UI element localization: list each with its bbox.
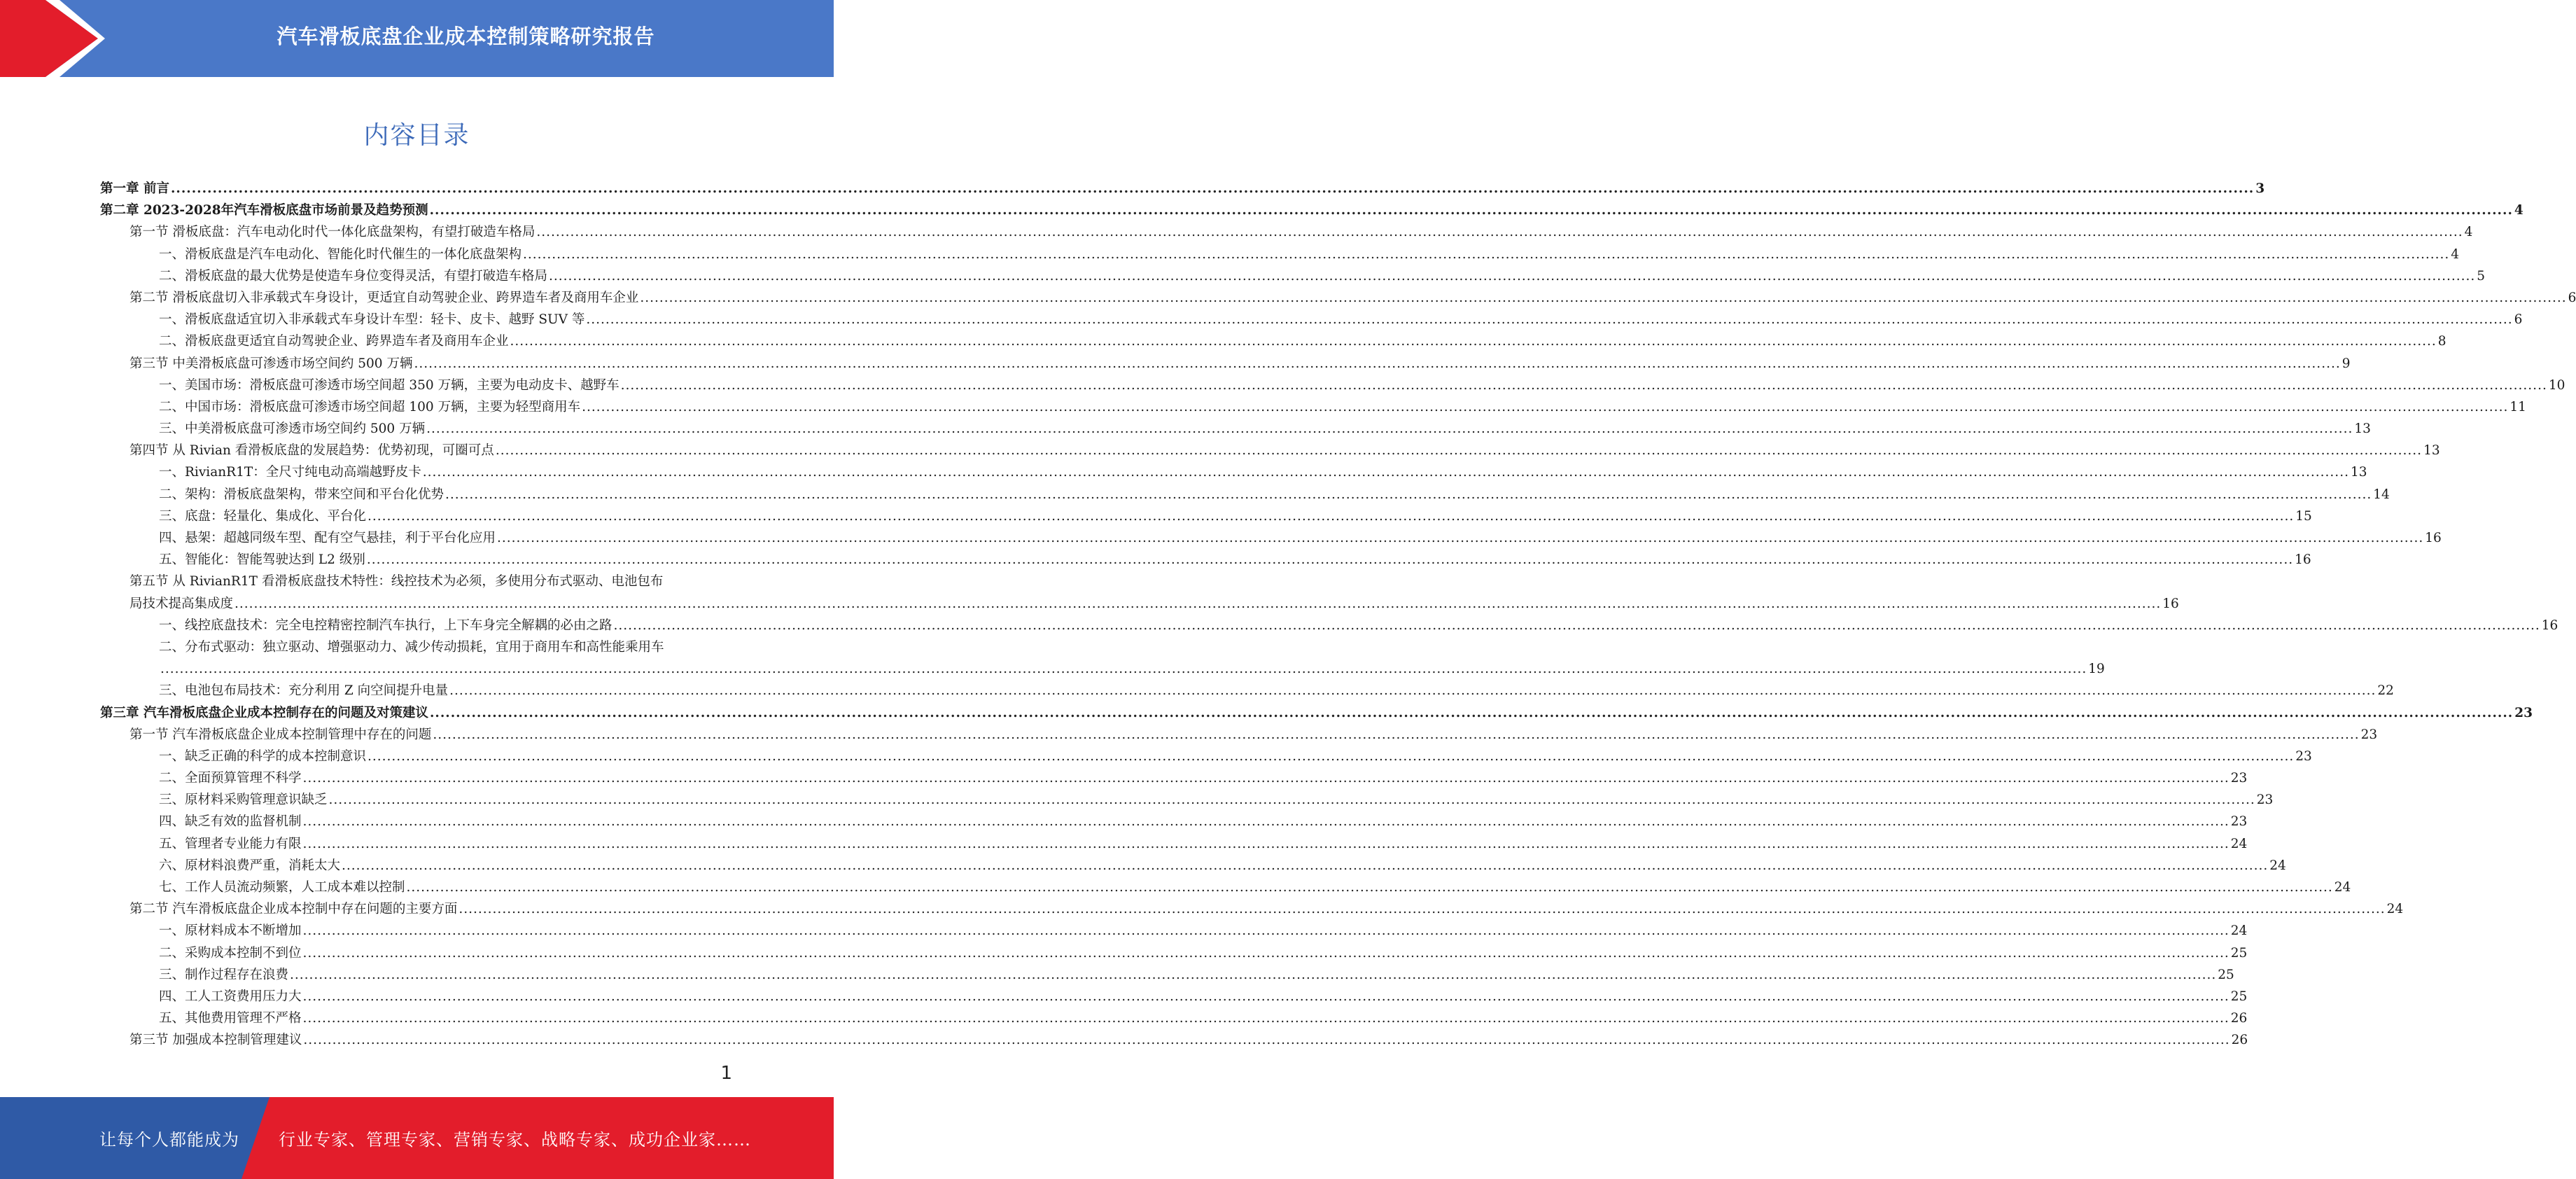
toc-entry-text-continued: 局技术提高集成度 — [130, 596, 234, 611]
toc-leader-dots: ................................................................................................................................................................................................................................................................................................................................................................................................................ — [613, 618, 2540, 633]
toc-entry-text: 四、悬架：超越同级车型、配有空气悬挂，利于平台化应用 — [159, 531, 496, 545]
toc-entry-text: 一、RivianR1T：全尺寸纯电动高端越野皮卡 — [159, 465, 421, 480]
toc-entry-text: 四、工人工资费用压力大 — [159, 989, 302, 1004]
toc-entry-text: 三、底盘：轻量化、集成化、平台化 — [159, 508, 367, 524]
toc-entry-page: 25 — [2230, 945, 2248, 961]
toc-entry[interactable] — [100, 375, 2566, 396]
toc-entry[interactable] — [100, 1007, 2248, 1029]
toc-entry-page: 5 — [2477, 268, 2486, 284]
toc-leader-dots: ................................................................................................................................................................................................................................................................................................................................................................................................................ — [582, 399, 2509, 414]
toc-entry-text: 第一章 前言 — [100, 181, 169, 196]
toc-entry[interactable] — [100, 789, 2274, 811]
toc-entry-text: 七、工作人员流动频繁，人工成本难以控制 — [159, 880, 405, 895]
toc-entry[interactable] — [100, 265, 2486, 287]
toc-entry-text: 第一节 滑板底盘：汽车电动化时代一体化底盘架构，有望打破造车格局 — [130, 225, 536, 240]
toc-entry-page: 10 — [2548, 377, 2566, 393]
toc-entry-continuation[interactable] — [100, 658, 2105, 680]
toc-leader-dots: ................................................................................................................................................................................................................................................................................................................................................................................................................ — [523, 246, 2450, 262]
toc-entry-text: 一、美国市场：滑板底盘可渗透市场空间超 350 万辆，主要为电动皮卡、越野车 — [159, 377, 620, 393]
toc-entry-page: 4 — [2464, 225, 2473, 240]
toc-entry-text: 第五节 从 RivianR1T 看滑板底盘技术特性：线控技术为必须，多使用分布式驱动、电池包布 — [130, 574, 664, 590]
toc-leader-dots: ................................................................................................................................................................................................................................................................................................................................................................................................................ — [406, 880, 2333, 895]
toc-entry[interactable] — [100, 964, 2234, 986]
toc-entry-page: 6 — [2568, 290, 2576, 305]
toc-entry-text: 第一节 汽车滑板底盘企业成本控制管理中存在的问题 — [130, 727, 432, 742]
toc-leader-dots: ................................................................................................................................................................................................................................................................................................................................................................................................................ — [429, 705, 2514, 720]
toc-entry[interactable] — [100, 178, 2265, 200]
toc-entry-text: 一、线控底盘技术：完全电控精密控制汽车执行，上下车身完全解耦的必由之路 — [159, 618, 612, 633]
toc-entry-text: 三、制作过程存在浪费 — [159, 967, 289, 982]
toc-entry-text: 第二节 滑板底盘切入非承载式车身设计，更适宜自动驾驶企业、跨界造车者及商用车企业 — [130, 290, 639, 305]
toc-entry[interactable] — [100, 942, 2248, 964]
toc-entry-text: 二、分布式驱动：独立驱动、增强驱动力、减少传动损耗，宜用于商用车和高性能乘用车 — [159, 639, 664, 655]
toc-entry-page: 13 — [2354, 421, 2371, 437]
toc-entry[interactable] — [100, 505, 2312, 527]
toc-entry-text: 三、原材料采购管理意识缺乏 — [159, 793, 328, 808]
toc-entry-page: 13 — [2423, 443, 2440, 459]
toc-entry-page: 4 — [2451, 246, 2460, 262]
toc-entry-text: 二、架构：滑板底盘架构，带来空间和平台化优势 — [159, 487, 444, 502]
toc-leader-dots: ................................................................................................................................................................................................................................................................................................................................................................................................................ — [302, 1011, 2230, 1026]
toc-entry-page: 24 — [2230, 923, 2248, 939]
toc-entry[interactable] — [100, 746, 2312, 767]
toc-leader-dots: ................................................................................................................................................................................................................................................................................................................................................................................................................ — [302, 923, 2230, 939]
toc-entry[interactable] — [100, 440, 2440, 461]
toc-entry-page: 11 — [2510, 399, 2526, 414]
toc-entry-text: 五、其他费用管理不严格 — [159, 1011, 302, 1026]
toc-entry-text: 第三节 加强成本控制管理建议 — [130, 1033, 302, 1048]
toc-entry-page: 19 — [2088, 662, 2105, 677]
toc-entry[interactable] — [100, 221, 2473, 243]
toc-leader-dots: ................................................................................................................................................................................................................................................................................................................................................................................................................ — [586, 312, 2513, 328]
toc-entry[interactable] — [100, 484, 2390, 505]
toc-entry-page: 3 — [2255, 181, 2265, 196]
footer-slogan-right: 行业专家、管理专家、营销专家、战略专家、成功企业家…… — [279, 1130, 751, 1150]
toc-leader-dots: ................................................................................................................................................................................................................................................................................................................................................................................................................ — [290, 967, 2217, 982]
toc-entry-page: 16 — [2425, 531, 2442, 545]
toc-entry-page: 26 — [2231, 1033, 2248, 1048]
toc-leader-dots: ................................................................................................................................................................................................................................................................................................................................................................................................................ — [234, 596, 2162, 611]
toc-entry[interactable] — [100, 767, 2248, 789]
toc-leader-dots: ................................................................................................................................................................................................................................................................................................................................................................................................................ — [497, 531, 2424, 545]
toc-heading: 内容目录 — [363, 121, 470, 150]
toc-entry-page: 15 — [2295, 508, 2312, 524]
toc-entry[interactable] — [100, 461, 2367, 483]
toc-entry-text: 第二章 2023-2028年汽车滑板底盘市场前景及趋势预测 — [100, 203, 428, 218]
toc-leader-dots: ................................................................................................................................................................................................................................................................................................................................................................................................................ — [302, 814, 2230, 830]
toc-leader-dots: ................................................................................................................................................................................................................................................................................................................................................................................................................ — [426, 421, 2353, 437]
toc-entry[interactable] — [100, 244, 2460, 265]
toc-entry[interactable] — [100, 986, 2248, 1007]
toc-leader-dots: ................................................................................................................................................................................................................................................................................................................................................................................................................ — [536, 225, 2463, 240]
toc-leader-dots: ................................................................................................................................................................................................................................................................................................................................................................................................................ — [342, 858, 2269, 873]
toc-entry-page: 24 — [2269, 858, 2286, 873]
toc-leader-dots: ................................................................................................................................................................................................................................................................................................................................................................................................................ — [302, 945, 2230, 961]
toc-leader-dots: ................................................................................................................................................................................................................................................................................................................................................................................................................ — [170, 181, 2255, 196]
toc-entry-text: 二、滑板底盘更适宜自动驾驶企业、跨界造车者及商用车企业 — [159, 334, 509, 349]
toc-entry-text: 一、滑板底盘适宜切入非承载式车身设计车型：轻卡、皮卡、越野 SUV 等 — [159, 312, 585, 328]
toc-entry[interactable] — [100, 855, 2286, 877]
toc-leader-dots: ................................................................................................................................................................................................................................................................................................................................................................................................................ — [458, 902, 2386, 917]
toc-leader-dots: ................................................................................................................................................................................................................................................................................................................................................................................................................ — [302, 989, 2230, 1004]
toc-leader-dots: ................................................................................................................................................................................................................................................................................................................................................................................................................ — [160, 662, 2087, 677]
toc-leader-dots: ................................................................................................................................................................................................................................................................................................................................................................................................................ — [414, 356, 2341, 371]
toc-entry-text: 四、缺乏有效的监督机制 — [159, 814, 302, 830]
toc-leader-dots: ................................................................................................................................................................................................................................................................................................................................................................................................................ — [302, 771, 2230, 786]
toc-entry-page: 13 — [2350, 465, 2367, 480]
toc-leader-dots: ................................................................................................................................................................................................................................................................................................................................................................................................................ — [303, 1033, 2230, 1048]
toc-entry-page: 16 — [2162, 596, 2179, 611]
toc-entry-text: 二、全面预算管理不科学 — [159, 771, 302, 786]
toc-leader-dots: ................................................................................................................................................................................................................................................................................................................................................................................................................ — [422, 465, 2349, 480]
toc-entry-page: 24 — [2230, 836, 2248, 851]
toc-entry-text: 三、电池包布局技术：充分利用 Z 向空间提升电量 — [159, 683, 449, 699]
toc-entry[interactable] — [100, 571, 734, 592]
toc-entry-text: 一、缺乏正确的科学的成本控制意识 — [159, 748, 367, 764]
toc-entry-text: 六、原材料浪费严重，消耗太大 — [159, 858, 341, 873]
toc-entry-text: 第二节 汽车滑板底盘企业成本控制中存在问题的主要方面 — [130, 902, 458, 917]
report-title: 汽车滑板底盘企业成本控制策略研究报告 — [276, 24, 655, 48]
toc-leader-dots: ................................................................................................................................................................................................................................................................................................................................................................................................................ — [445, 487, 2372, 502]
toc-entry[interactable] — [100, 396, 2526, 418]
toc-leader-dots: ................................................................................................................................................................................................................................................................................................................................................................................................................ — [368, 748, 2295, 764]
toc-entry-page: 24 — [2386, 902, 2404, 917]
toc-entry-text: 第三章 汽车滑板底盘企业成本控制存在的问题及对策建议 — [100, 705, 428, 720]
toc-entry[interactable] — [100, 287, 2576, 309]
toc-entry-page: 24 — [2334, 880, 2351, 895]
toc-entry[interactable] — [100, 200, 2524, 221]
toc-leader-dots: ................................................................................................................................................................................................................................................................................................................................................................................................................ — [368, 508, 2295, 524]
toc-leader-dots: ................................................................................................................................................................................................................................................................................................................................................................................................................ — [620, 377, 2547, 393]
toc-leader-dots: ................................................................................................................................................................................................................................................................................................................................................................................................................ — [302, 836, 2230, 851]
toc-entry-page: 23 — [2360, 727, 2378, 742]
toc-entry-page: 9 — [2342, 356, 2351, 371]
toc-entry[interactable] — [100, 702, 2533, 724]
toc-entry-text: 五、管理者专业能力有限 — [159, 836, 302, 851]
toc-entry-text: 二、采购成本控制不到位 — [159, 945, 302, 961]
toc-entry[interactable] — [100, 353, 2351, 375]
toc-entry-page: 25 — [2230, 989, 2248, 1004]
toc-entry-continuation[interactable] — [100, 593, 2179, 615]
toc-entry[interactable] — [100, 811, 2248, 832]
toc-entry[interactable] — [100, 549, 2311, 571]
toc-entry-page: 14 — [2373, 487, 2390, 502]
table-of-contents — [100, 178, 2576, 1052]
toc-entry-page: 22 — [2377, 683, 2394, 699]
toc-entry[interactable] — [100, 309, 2523, 330]
toc-entry-page: 23 — [2295, 748, 2312, 764]
toc-entry-text: 一、滑板底盘是汽车电动化、智能化时代催生的一体化底盘架构 — [159, 246, 522, 262]
toc-entry-text: 第三节 中美滑板底盘可渗透市场空间约 500 万辆 — [130, 356, 413, 371]
toc-entry[interactable] — [100, 615, 2558, 636]
toc-entry-page: 6 — [2514, 312, 2523, 328]
page-number: 1 — [720, 1063, 732, 1084]
toc-entry[interactable] — [100, 680, 2394, 702]
toc-entry-text: 三、中美滑板底盘可渗透市场空间约 500 万辆 — [159, 421, 426, 437]
toc-entry-page: 23 — [2230, 814, 2248, 830]
toc-leader-dots: ................................................................................................................................................................................................................................................................................................................................................................................................................ — [549, 268, 2476, 284]
page-header — [0, 0, 834, 77]
toc-entry-page: 26 — [2230, 1011, 2248, 1026]
toc-entry[interactable] — [100, 920, 2248, 942]
toc-leader-dots: ................................................................................................................................................................................................................................................................................................................................................................................................................ — [429, 203, 2513, 218]
toc-entry-page: 16 — [2295, 552, 2311, 568]
toc-leader-dots: ................................................................................................................................................................................................................................................................................................................................................................................................................ — [640, 290, 2567, 305]
toc-entry[interactable] — [100, 898, 2404, 920]
toc-leader-dots: ................................................................................................................................................................................................................................................................................................................................................................................................................ — [495, 443, 2423, 459]
toc-leader-dots: ................................................................................................................................................................................................................................................................................................................................................................................................................ — [449, 683, 2376, 699]
toc-entry-page: 23 — [2256, 793, 2274, 808]
toc-entry[interactable] — [100, 877, 2351, 898]
toc-entry[interactable] — [100, 330, 2446, 352]
footer-slogan-left: 让每个人都能成为 — [99, 1130, 239, 1150]
toc-leader-dots: ................................................................................................................................................................................................................................................................................................................................................................................................................ — [433, 727, 2360, 742]
toc-entry[interactable] — [100, 636, 734, 658]
toc-entry-text: 二、中国市场：滑板底盘可渗透市场空间超 100 万辆，主要为轻型商用车 — [159, 399, 581, 414]
toc-leader-dots: ................................................................................................................................................................................................................................................................................................................................................................................................................ — [366, 552, 2294, 568]
page-footer — [0, 1097, 834, 1179]
toc-entry-page: 23 — [2514, 705, 2533, 720]
header-arrow-decoration — [0, 0, 105, 77]
toc-entry-text: 一、原材料成本不断增加 — [159, 923, 302, 939]
toc-entry[interactable] — [100, 418, 2371, 440]
toc-entry-text: 二、滑板底盘的最大优势是使造车身位变得灵活，有望打破造车格局 — [159, 268, 548, 284]
toc-entry-text: 五、智能化：智能驾驶达到 L2 级别 — [159, 552, 365, 568]
toc-entry-page: 25 — [2218, 967, 2234, 982]
toc-leader-dots: ................................................................................................................................................................................................................................................................................................................................................................................................................ — [328, 793, 2255, 808]
toc-entry-page: 16 — [2541, 618, 2558, 633]
toc-entry-page: 8 — [2437, 334, 2446, 349]
toc-entry[interactable] — [100, 1029, 2248, 1051]
toc-leader-dots: ................................................................................................................................................................................................................................................................................................................................................................................................................ — [510, 334, 2437, 349]
toc-entry[interactable] — [100, 724, 2378, 746]
toc-entry-page: 23 — [2230, 771, 2248, 786]
toc-entry[interactable] — [100, 527, 2442, 549]
toc-entry[interactable] — [100, 833, 2248, 855]
toc-entry-page: 4 — [2514, 203, 2524, 218]
toc-entry-text: 第四节 从 Rivian 看滑板底盘的发展趋势：优势初现，可圈可点 — [130, 443, 494, 459]
